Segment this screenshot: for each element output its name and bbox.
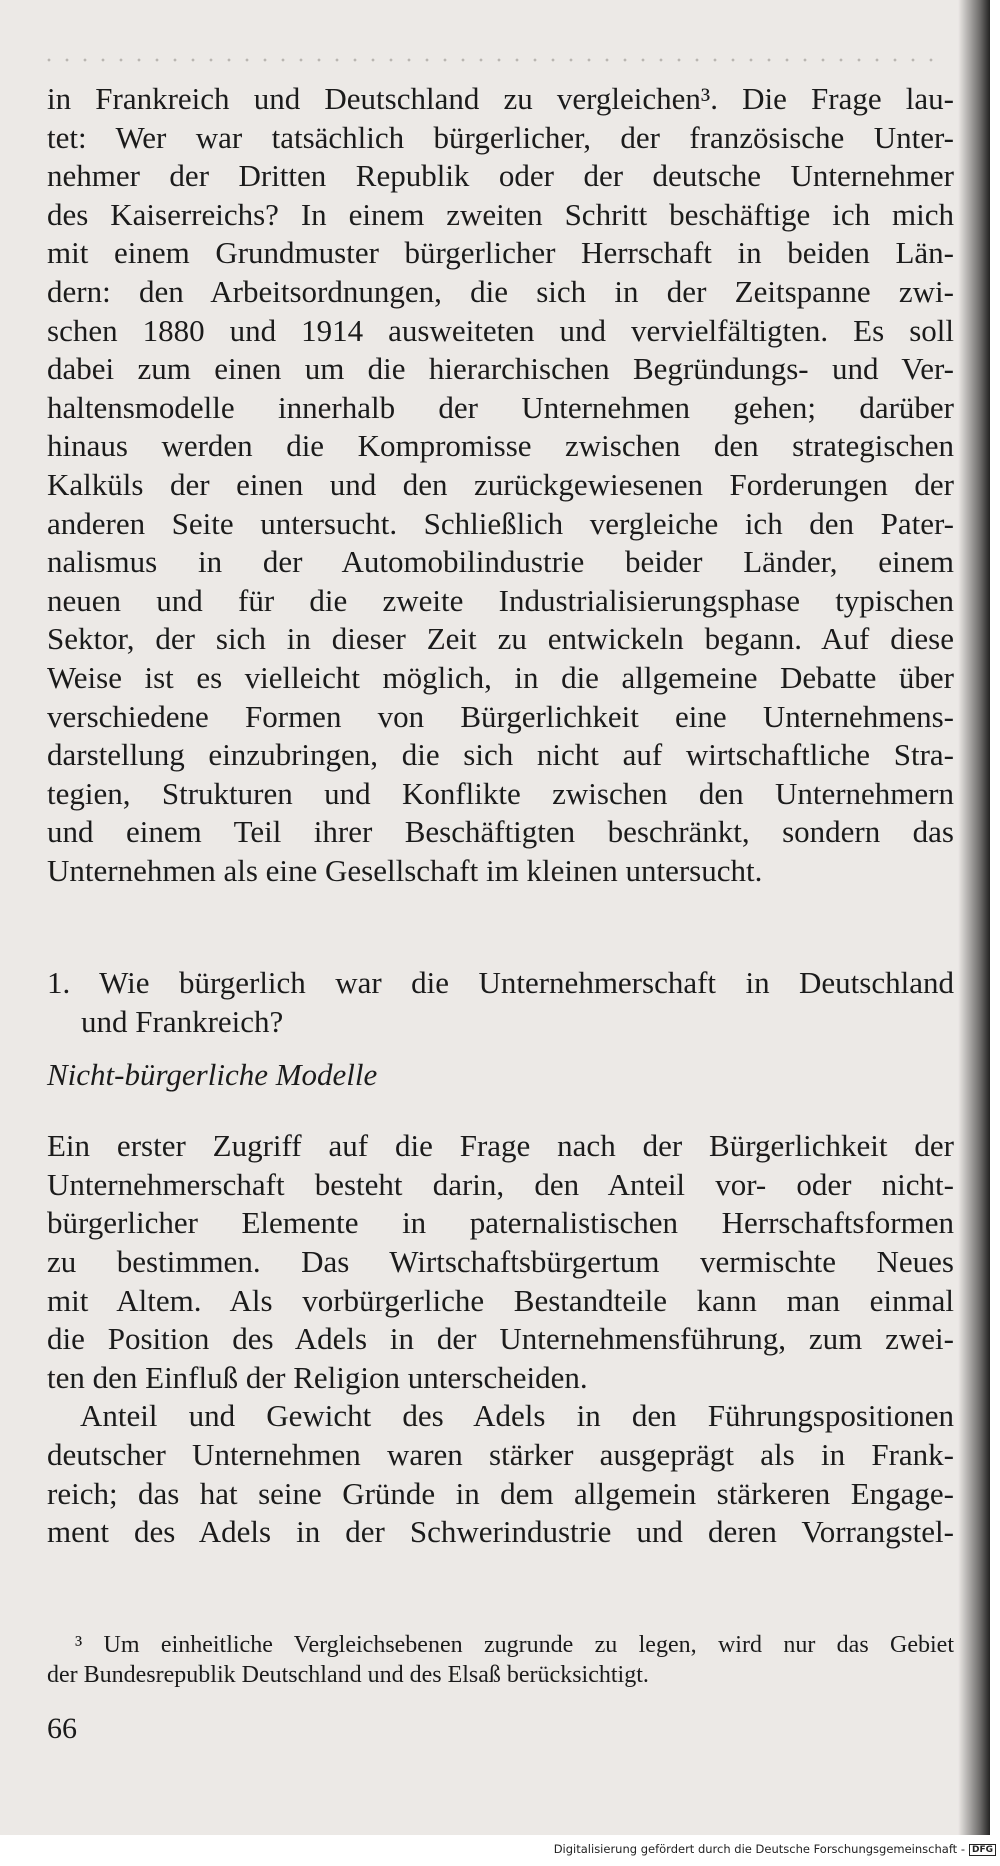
dfg-logo: DFG	[969, 1844, 996, 1856]
page-edge-shadow	[958, 0, 990, 1835]
page-body	[47, 80, 954, 1552]
text-line: dern: den Arbeitsordnungen, die sich in der Zeitspanne zwi-	[47, 273, 954, 309]
text-line: Kalküls der einen und den zurückgewiesenen Forderungen der	[47, 466, 954, 502]
text-line: tet: Wer war tatsächlich bürgerlicher, der französische Unter-	[47, 119, 954, 155]
text-line: schen 1880 und 1914 ausweiteten und vervielfältigten. Es soll	[47, 312, 954, 348]
text-line: haltensmodelle innerhalb der Unternehmen gehen; darüber	[47, 389, 954, 425]
section-heading-line: und Frankreich?	[81, 1004, 284, 1040]
text-line: anderen Seite untersucht. Schließlich vergleiche ich den Pater-	[47, 505, 954, 541]
section-heading-line: 1. Wie bürgerlich war die Unternehmerschaft in Deutschland	[47, 965, 954, 1001]
text-line: Ein erster Zugriff auf die Frage nach der Bürgerlichkeit der	[47, 1128, 954, 1164]
footnote-line: der Bundesrepublik Deutschland und des Elsaß berücksichtigt.	[47, 1662, 649, 1688]
text-line: des Kaiserreichs? In einem zweiten Schritt beschäftige ich mich	[47, 196, 954, 232]
text-line: darstellung einzubringen, die sich nicht auf wirtschaftliche Stra-	[47, 737, 954, 773]
paragraph-3	[47, 1397, 954, 1551]
text-line: tegien, Strukturen und Konflikte zwischen den Unternehmern	[47, 775, 954, 811]
text-line: ten den Einfluß der Religion unterscheiden.	[47, 1359, 588, 1395]
paragraph-1	[47, 80, 954, 890]
text-line: Anteil und Gewicht des Adels in den Führungspositionen	[80, 1398, 954, 1434]
text-line: Sektor, der sich in dieser Zeit zu entwickeln begann. Auf diese	[47, 621, 954, 657]
text-line: mit einem Grundmuster bürgerlicher Herrschaft in beiden Län-	[47, 235, 954, 271]
text-line: zu bestimmen. Das Wirtschaftsbürgertum vermischte Neues	[47, 1244, 954, 1280]
page-number: 66	[47, 1712, 77, 1745]
text-line: deutscher Unternehmen waren stärker ausgeprägt als in Frank-	[47, 1437, 954, 1472]
subheading: Nicht-bürgerliche Modelle	[47, 1056, 378, 1092]
text-line: dabei zum einen um die hierarchischen Begründungs- und Ver-	[47, 351, 954, 387]
text-line: die Position des Adels in der Unternehmensführung, zum zwei-	[47, 1321, 954, 1357]
text-line: bürgerlicher Elemente in paternalistischen Herrschaftsformen	[47, 1205, 954, 1241]
text-line: nalismus in der Automobilindustrie beider Länder, einem	[47, 544, 954, 580]
text-line: verschiedene Formen von Bürgerlichkeit eine Unternehmens-	[47, 698, 954, 734]
text-line: neuen und für die zweite Industrialisierungsphase typischen	[47, 582, 954, 618]
section-heading	[47, 964, 954, 1041]
footnote	[47, 1630, 954, 1690]
digitization-credit	[554, 1842, 996, 1856]
top-dotted-rule	[40, 58, 940, 62]
text-line: Unternehmen als eine Gesellschaft im kleinen untersucht.	[47, 852, 763, 888]
paragraph-2	[47, 1127, 954, 1397]
text-line: mit Altem. Als vorbürgerliche Bestandteile kann man einmal	[47, 1282, 954, 1318]
text-line: und einem Teil ihrer Beschäftigten beschränkt, sondern das	[47, 814, 954, 850]
text-line: reich; das hat seine Gründe in dem allgemein stärkeren Engage-	[47, 1475, 954, 1511]
text-line: hinaus werden die Kompromisse zwischen den strategischen	[47, 428, 954, 464]
text-line: Unternehmerschaft besteht darin, den Anteil vor- oder nicht-	[47, 1166, 954, 1202]
text-line: ment des Adels in der Schwerindustrie und deren Vorrangstel-	[47, 1514, 954, 1550]
text-line: nehmer der Dritten Republik oder der deutsche Unternehmer	[47, 158, 954, 194]
footnote-line: ³ Um einheitliche Vergleichsebenen zugrunde zu legen, wird nur das Gebiet	[75, 1632, 954, 1658]
credit-text: Digitalisierung gefördert durch die Deutsche Forschungsgemeinschaft -	[553, 1842, 965, 1856]
text-line: in Frankreich und Deutschland zu vergleichen³. Die Frage lau-	[47, 81, 954, 116]
text-line: Weise ist es vielleicht möglich, in die allgemeine Debatte über	[47, 659, 954, 695]
